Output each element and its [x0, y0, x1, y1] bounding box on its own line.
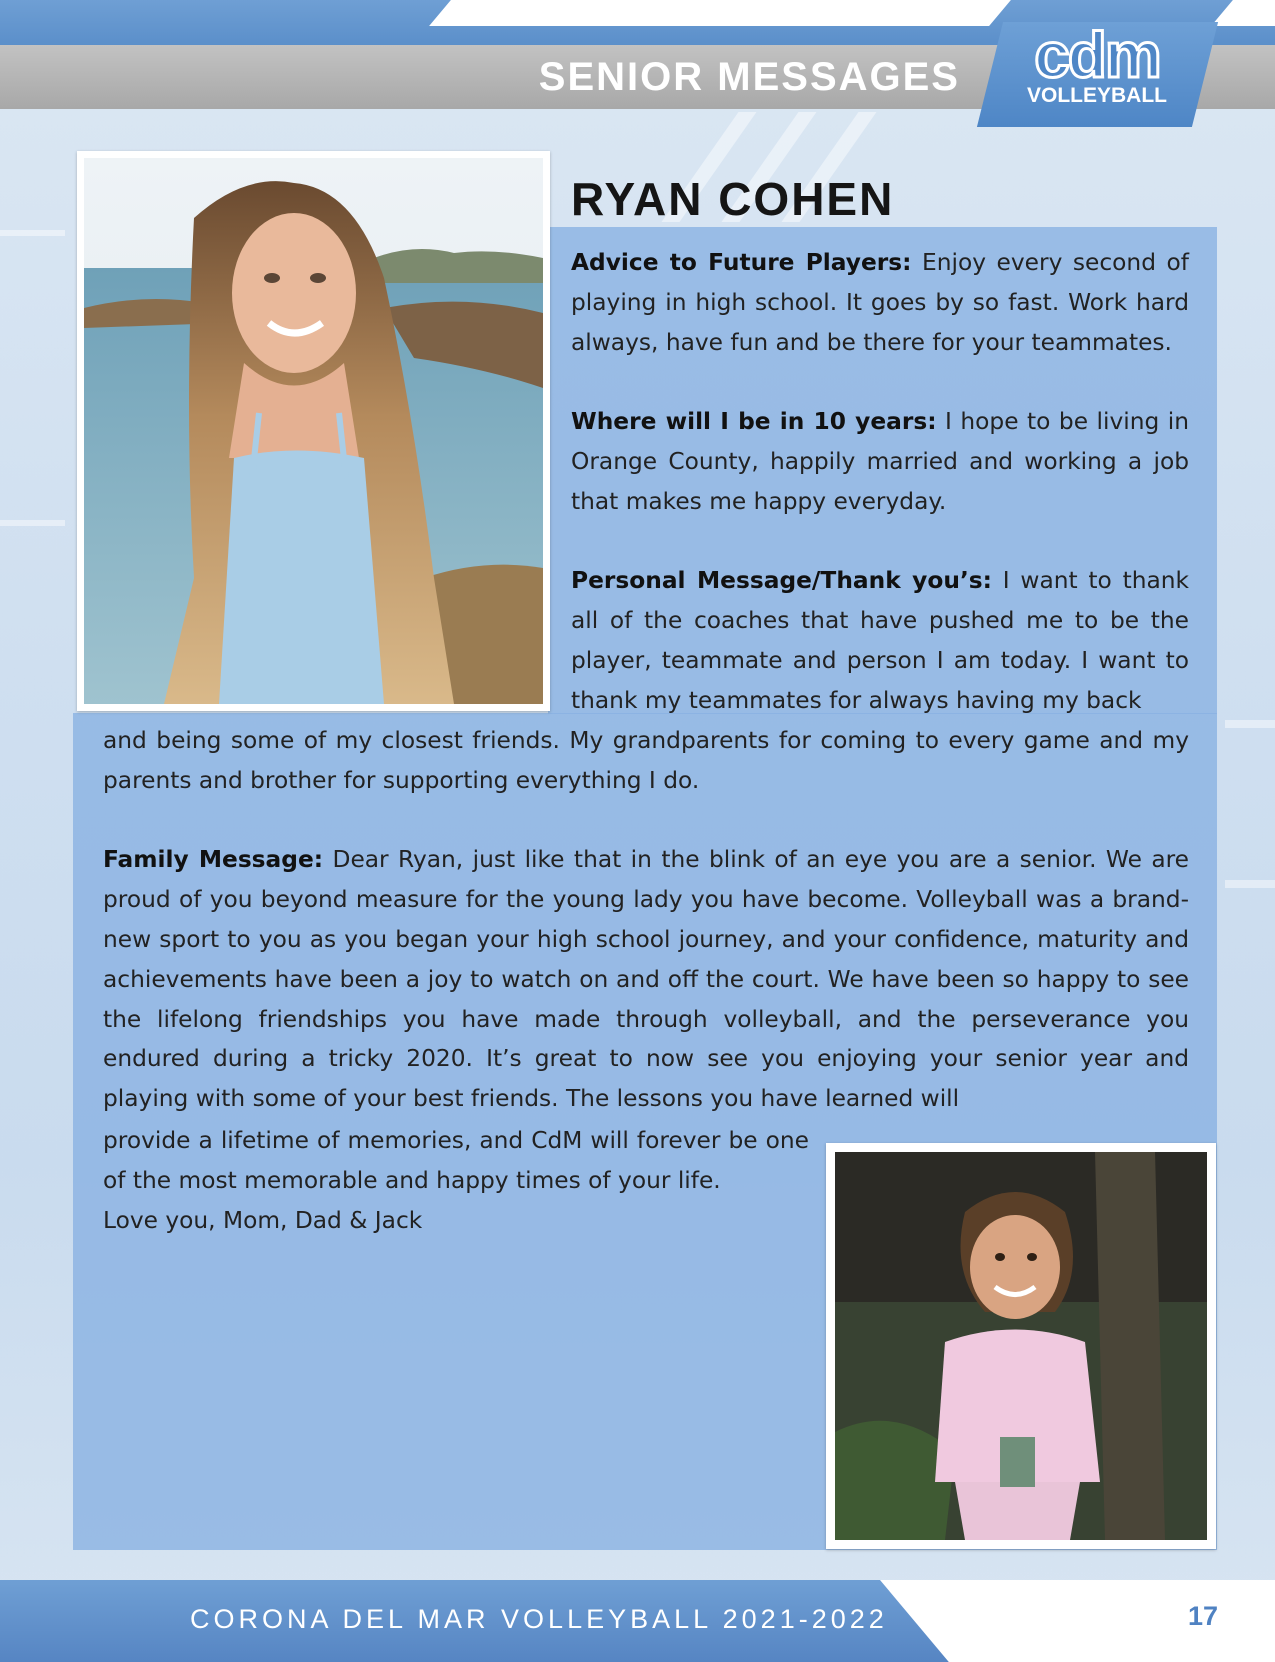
- childhood-photo-frame: [826, 1143, 1216, 1549]
- lower-text-column: [103, 721, 1189, 1119]
- upper-text-column: [571, 243, 1189, 721]
- personal-text-top: I want to thank all of the coaches that have pushed me to be the player, teammate and person I am today. I want to thank my teammates for always having my back: [571, 567, 1190, 714]
- childhood-photo: [835, 1152, 1207, 1540]
- family-signoff: Love you, Mom, Dad & Jack: [103, 1206, 423, 1234]
- background-streak: [0, 520, 65, 526]
- future-label: Where will I be in 10 years:: [571, 408, 937, 436]
- background-streak: [1225, 720, 1275, 728]
- personal-paragraph-bottom: and being some of my closest friends. My grandparents for coming to every game and my parents and brother for supporting everything I do.: [103, 727, 1189, 794]
- future-paragraph: [571, 402, 1189, 521]
- logo-subtext: VOLLEYBALL: [1027, 84, 1167, 107]
- advice-paragraph: [571, 243, 1189, 362]
- background-streak: [0, 230, 65, 236]
- personal-paragraph-top: [571, 561, 1189, 720]
- advice-label: Advice to Future Players:: [571, 249, 912, 276]
- family-paragraph: [103, 840, 1189, 1119]
- childhood-illustration: [835, 1152, 1207, 1540]
- background-streak: [1225, 880, 1275, 888]
- cdm-logo: cdm: [1034, 19, 1160, 91]
- senior-name-heading: RYAN COHEN: [571, 173, 895, 225]
- footer-title: CORONA DEL MAR VOLLEYBALL 2021-2022: [190, 1604, 888, 1634]
- family-text: Dear Ryan, just like that in the blink of an eye you are a senior. We are proud of you beyond measure for the young lady you have become. Volleyball was a brand-new sport to you as you began your high school journey, and your confidence, maturity and achievements have been a joy to watch on and off the court. We have been so happy to see the lifelong friendships you have made through volleyball, and the perseverance you endured during a tricky 2020. It’s great to now see you enjoying your senior year and playing with some of your best friends. The lessons you have learned will: [103, 846, 1190, 1113]
- future-text: I hope to be living in Orange County, happily married and working a job that makes me happy everyday.: [571, 408, 1189, 515]
- senior-portrait-photo: [84, 158, 543, 704]
- family-label: Family Message:: [103, 846, 324, 874]
- family-text-end: provide a lifetime of memories, and CdM will forever be one of the most memorable and happy times of your life.: [103, 1127, 809, 1194]
- beach-portrait-illustration: [84, 158, 543, 704]
- spacer: [103, 801, 1189, 841]
- family-ending-column: [103, 1121, 809, 1240]
- header-decor-cut: [429, 0, 1011, 26]
- spacer: [571, 522, 1189, 562]
- section-title: SENIOR MESSAGES: [538, 55, 960, 99]
- personal-label: Personal Message/Thank you’s:: [571, 567, 992, 595]
- senior-portrait-frame: [77, 151, 550, 711]
- advice-text: Enjoy every second of playing in high school. It goes by so fast. Work hard always, have fun and be there for your teammates.: [571, 249, 1189, 356]
- spacer: [571, 362, 1189, 402]
- page-number: 17: [1188, 1601, 1219, 1631]
